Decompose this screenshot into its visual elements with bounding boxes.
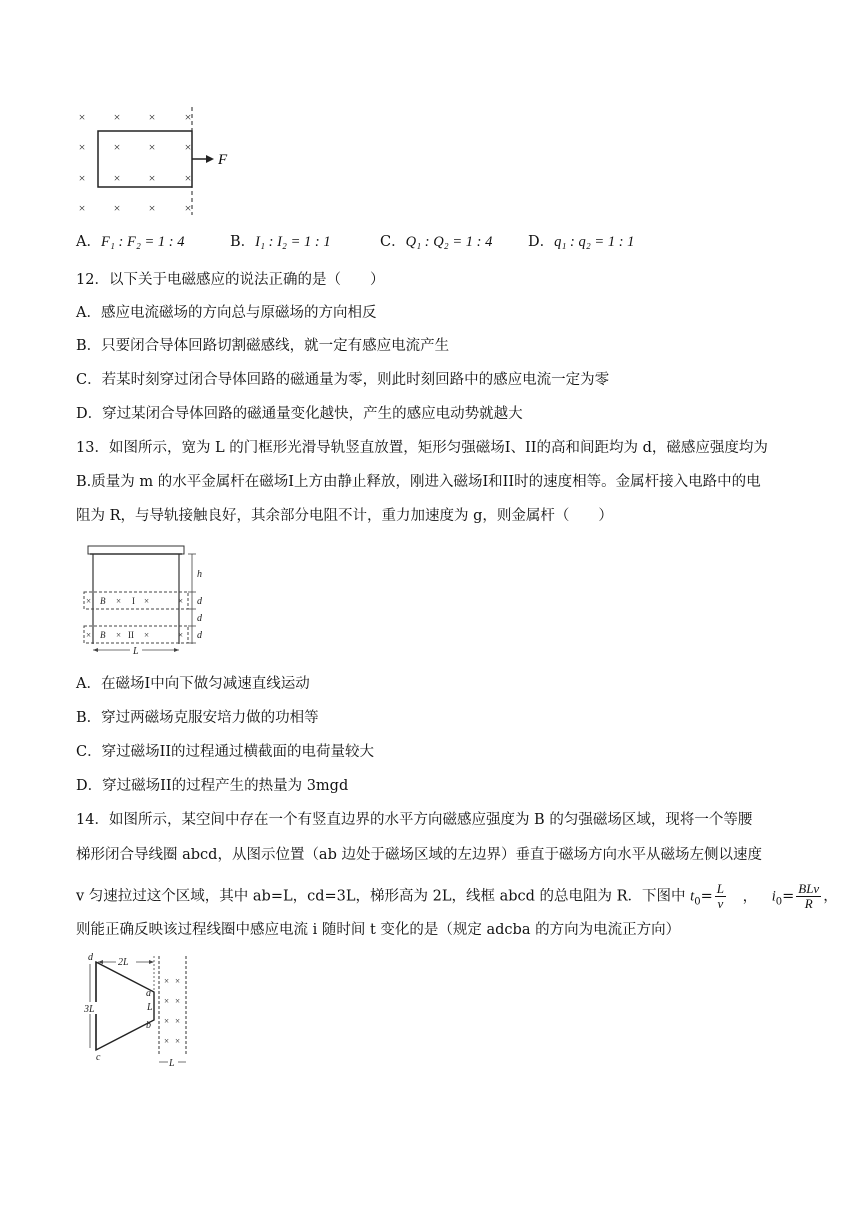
svg-text:d: d xyxy=(197,613,202,624)
q12-option-a: A．感应电流磁场的方向总与原磁场的方向相反 xyxy=(76,305,377,321)
svg-text:d: d xyxy=(197,630,202,641)
q12-stem: 12．以下关于电磁感应的说法正确的是（ ） xyxy=(76,272,385,288)
q11-option-a: A．F₁ : F₂ = 1 : 4 xyxy=(76,234,185,250)
svg-text:×: × xyxy=(148,171,156,185)
svg-text:×: × xyxy=(86,596,92,606)
svg-text:×: × xyxy=(113,201,121,215)
svg-text:×: × xyxy=(184,110,192,124)
q14-trapezoid-diagram xyxy=(82,952,202,1070)
svg-text:×: × xyxy=(78,110,86,124)
svg-text:×: × xyxy=(86,630,92,640)
svg-text:×: × xyxy=(175,996,181,1006)
svg-text:a: a xyxy=(146,988,151,999)
force-label: F xyxy=(218,152,228,168)
svg-text:c: c xyxy=(96,1052,101,1063)
svg-text:×: × xyxy=(116,630,122,640)
q13-option-c: C．穿过磁场II的过程通过横截面的电荷量较大 xyxy=(76,744,375,760)
q12-option-d: D．穿过某闭合导体回路的磁通量变化越快，产生的感应电动势就越大 xyxy=(76,406,523,422)
q14-stem-line-4: 则能正确反映该过程线圈中感应电流 i 随时间 t 变化的是（规定 adcba 的方向为电流正方向） xyxy=(76,922,681,938)
q11-field-diagram xyxy=(72,105,242,220)
svg-text:II: II xyxy=(128,630,134,640)
q13-rail-diagram xyxy=(78,540,218,658)
svg-text:L: L xyxy=(133,646,139,657)
q11-figure xyxy=(72,105,242,224)
svg-text:3L: 3L xyxy=(84,1004,95,1015)
svg-text:×: × xyxy=(148,110,156,124)
svg-text:×: × xyxy=(164,1036,170,1046)
svg-text:2L: 2L xyxy=(118,957,129,968)
svg-text:×: × xyxy=(148,201,156,215)
q11-option-c: C．Q₁ : Q₂ = 1 : 4 xyxy=(380,234,493,250)
svg-text:×: × xyxy=(78,140,86,154)
svg-text:h: h xyxy=(197,569,202,580)
svg-text:×: × xyxy=(184,171,192,185)
trapezoid-coil xyxy=(96,962,154,1050)
svg-text:×: × xyxy=(175,1036,181,1046)
svg-text:×: × xyxy=(178,596,184,606)
q14-stem-line-2: 梯形闭合导线圈 abcd，从图示位置（ab 边处于磁场区域的左边界）垂直于磁场方向水平从磁场左侧以速度 xyxy=(76,847,762,863)
magnetic-field-crosses xyxy=(79,110,192,215)
svg-text:×: × xyxy=(78,201,86,215)
q13-stem-line-1: 13．如图所示，宽为 L 的门框形光滑导轨竖直放置，矩形匀强磁场I、II的高和间距均为 d，磁感应强度均为 xyxy=(76,440,768,456)
svg-text:×: × xyxy=(113,110,121,124)
svg-text:B: B xyxy=(100,630,106,640)
svg-text:B: B xyxy=(100,596,106,606)
svg-text:×: × xyxy=(144,630,150,640)
svg-text:×: × xyxy=(164,996,170,1006)
svg-text:×: × xyxy=(164,976,170,986)
svg-text:×: × xyxy=(144,596,150,606)
svg-text:×: × xyxy=(78,171,86,185)
q13-stem-line-3: 阻为 R，与导轨接触良好，其余部分电阻不计，重力加速度为 g，则金属杆（ ） xyxy=(76,508,613,524)
q14-stem-line-1: 14．如图所示，某空间中存在一个有竖直边界的水平方向磁感应强度为 B 的匀强磁场区域，现将一个等腰 xyxy=(76,812,753,828)
q11-option-b: B．I₁ : I₂ = 1 : 1 xyxy=(230,234,331,250)
q11-option-d: D．q₁ : q₂ = 1 : 1 xyxy=(528,234,635,250)
q12-option-b: B．只要闭合导体回路切割磁感线，就一定有感应电流产生 xyxy=(76,338,450,354)
q14-stem-line-3: v 匀速拉过这个区域，其中 ab=L，cd=3L，梯形高为 2L，线框 abcd 的总电阻为 R．下图中 $t_0=$ $\frac{L}{v}$ ， $i_0=$ $\frac{\text{BLv}}{R}$ ， xyxy=(76,881,838,911)
svg-text:×: × xyxy=(113,171,121,185)
svg-text:L: L xyxy=(169,1058,175,1069)
svg-text:L: L xyxy=(147,1002,153,1013)
q13-option-d: D．穿过磁场II的过程产生的热量为 3mgd xyxy=(76,778,349,794)
svg-text:I: I xyxy=(132,596,135,606)
q13-stem-line-2: B.质量为 m 的水平金属杆在磁场I上方由静止释放，刚进入磁场I和II时的速度相等。金属杆接入电路中的电 xyxy=(76,474,761,490)
svg-text:×: × xyxy=(164,1016,170,1026)
svg-text:×: × xyxy=(178,630,184,640)
q13-option-b: B．穿过两磁场克服安培力做的功相等 xyxy=(76,710,319,726)
q13-figure xyxy=(78,540,218,662)
q13-option-a: A．在磁场I中向下做匀减速直线运动 xyxy=(76,676,310,692)
svg-text:×: × xyxy=(184,201,192,215)
svg-text:×: × xyxy=(184,140,192,154)
svg-text:×: × xyxy=(116,596,122,606)
coil-rectangle xyxy=(98,131,192,187)
svg-text:×: × xyxy=(175,976,181,986)
svg-text:×: × xyxy=(148,140,156,154)
svg-text:d: d xyxy=(88,952,93,963)
q14-figure xyxy=(82,952,202,1074)
q12-option-c: C．若某时刻穿过闭合导体回路的磁通量为零，则此时刻回路中的感应电流一定为零 xyxy=(76,372,610,388)
svg-text:×: × xyxy=(113,140,121,154)
svg-text:×: × xyxy=(175,1016,181,1026)
svg-text:d: d xyxy=(197,596,202,607)
svg-text:b: b xyxy=(146,1020,151,1031)
